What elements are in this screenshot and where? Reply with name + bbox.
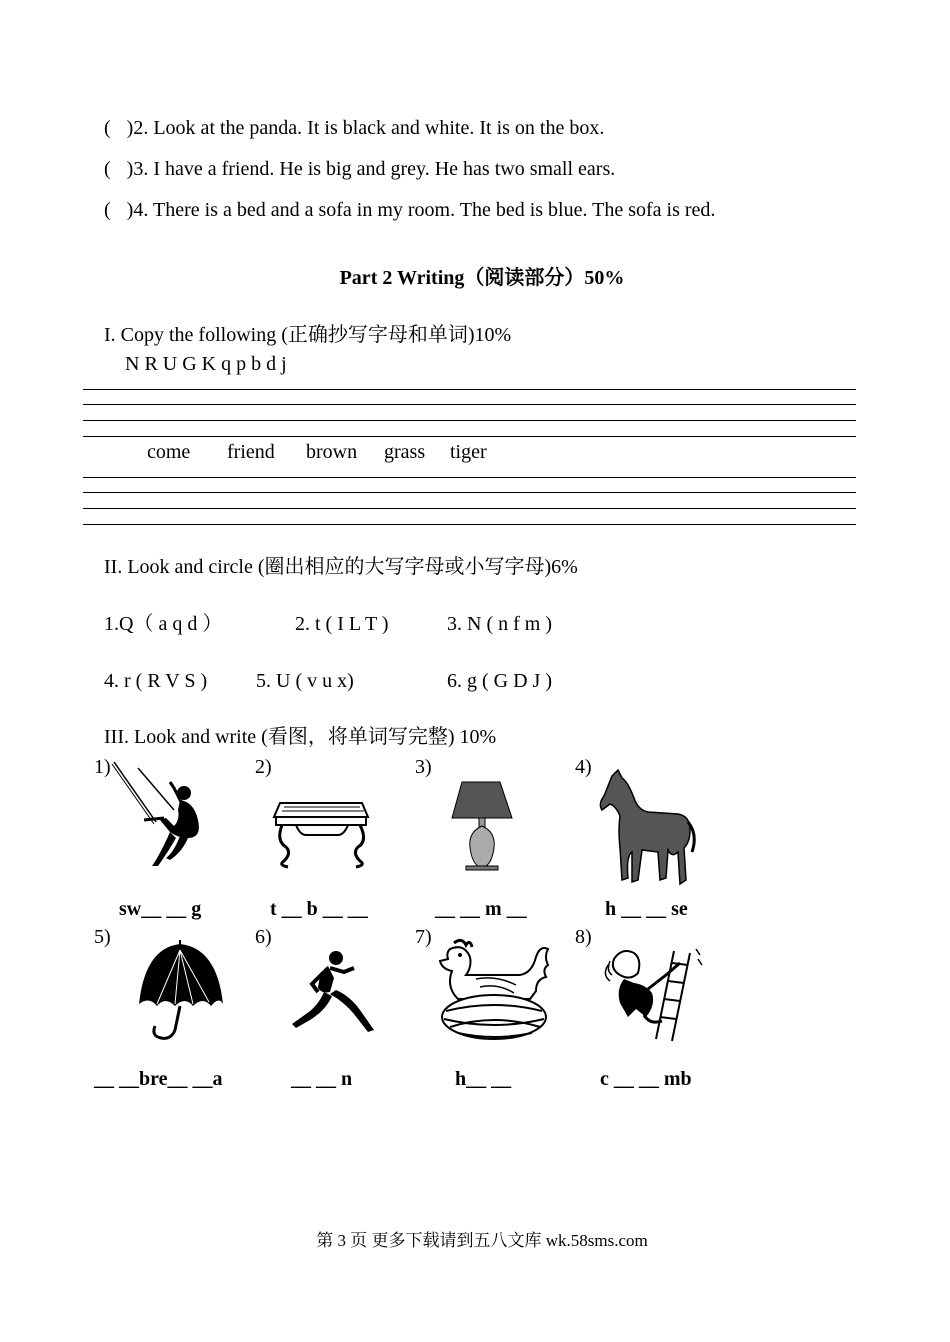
writing-line[interactable] <box>83 404 856 405</box>
hen-icon <box>436 935 554 1047</box>
section2-title: II. Look and circle (圈出相应的大写字母或小写字母)6% <box>104 556 578 578</box>
circle-item[interactable]: 5. U ( v u x) <box>256 670 354 692</box>
writing-line[interactable] <box>83 477 856 478</box>
answer-paren-close: ) <box>126 158 134 180</box>
picture-number: 1) <box>94 756 111 778</box>
reading-item-2 <box>104 116 604 140</box>
horse-icon <box>598 768 698 888</box>
writing-line[interactable] <box>83 420 856 421</box>
picture-number: 4) <box>575 756 592 778</box>
writing-line[interactable] <box>83 492 856 493</box>
picture-number: 7) <box>415 926 432 948</box>
answer-paren-close: ) <box>126 199 134 221</box>
page-footer: 第 3 页 更多下载请到五八文库 wk.58sms.com <box>316 1231 648 1250</box>
section1-title: I. Copy the following (正确抄写字母和单词)10% <box>104 324 512 346</box>
picture-number: 2) <box>255 756 272 778</box>
reading-item-text: 4. There is a bed and a sofa in my room. The bed is blue. The sofa is red. <box>133 199 716 221</box>
reading-item-text: 3. I have a friend. He is big and grey. He has two small ears. <box>133 158 616 180</box>
answer-blank[interactable]: h__ __ <box>455 1068 512 1090</box>
circle-item[interactable]: 3. N ( n f m ) <box>447 613 552 635</box>
reading-item-text: 2. Look at the panda. It is black and white. It is on the box. <box>133 117 605 139</box>
reading-item-3 <box>104 157 615 181</box>
answer-blank[interactable]: sw__ __ g <box>119 898 202 920</box>
circle-item[interactable]: 4. r ( R V S ) <box>104 670 208 692</box>
copy-word: friend <box>227 441 275 463</box>
answer-blank[interactable]: h __ __ se <box>605 898 688 920</box>
runner-icon <box>288 948 378 1043</box>
writing-line[interactable] <box>83 389 856 390</box>
swing-icon <box>108 760 208 870</box>
answer-paren-open[interactable]: ( <box>104 158 111 180</box>
picture-number: 3) <box>415 756 432 778</box>
answer-paren-open[interactable]: ( <box>104 117 111 139</box>
table-icon <box>270 795 375 870</box>
circle-item[interactable]: 6. g ( G D J ) <box>447 670 552 692</box>
copy-word: brown <box>306 441 358 463</box>
copy-word: tiger <box>450 441 487 463</box>
writing-line[interactable] <box>83 436 856 437</box>
copy-letters: N R U G K q p b d j <box>125 353 287 375</box>
answer-blank[interactable]: c __ __ mb <box>600 1068 692 1090</box>
writing-line[interactable] <box>83 524 856 525</box>
picture-number: 8) <box>575 926 592 948</box>
answer-blank[interactable]: __ __ n <box>291 1068 353 1090</box>
answer-paren-open[interactable]: ( <box>104 199 111 221</box>
answer-blank[interactable]: __ __bre__ __a <box>94 1068 223 1090</box>
copy-word: come <box>147 441 191 463</box>
answer-blank[interactable]: t __ b __ __ <box>270 898 368 920</box>
circle-item[interactable]: 1.Q（ a q d ） <box>104 613 223 635</box>
answer-blank[interactable]: __ __ m __ <box>435 898 527 920</box>
answer-paren-close: ) <box>126 117 134 139</box>
climber-icon <box>600 945 705 1043</box>
umbrella-icon <box>135 940 225 1042</box>
writing-line[interactable] <box>83 508 856 509</box>
reading-item-4 <box>104 198 715 222</box>
copy-word: grass <box>384 441 426 463</box>
circle-item[interactable]: 2. t ( I L T ) <box>295 613 389 635</box>
section3-title: III. Look and write (看图，将单词写完整) 10% <box>104 726 497 748</box>
picture-number: 6) <box>255 926 272 948</box>
lamp-icon <box>450 780 515 872</box>
part2-title: Part 2 Writing（阅读部分）50% <box>339 267 625 289</box>
picture-number: 5) <box>94 926 111 948</box>
